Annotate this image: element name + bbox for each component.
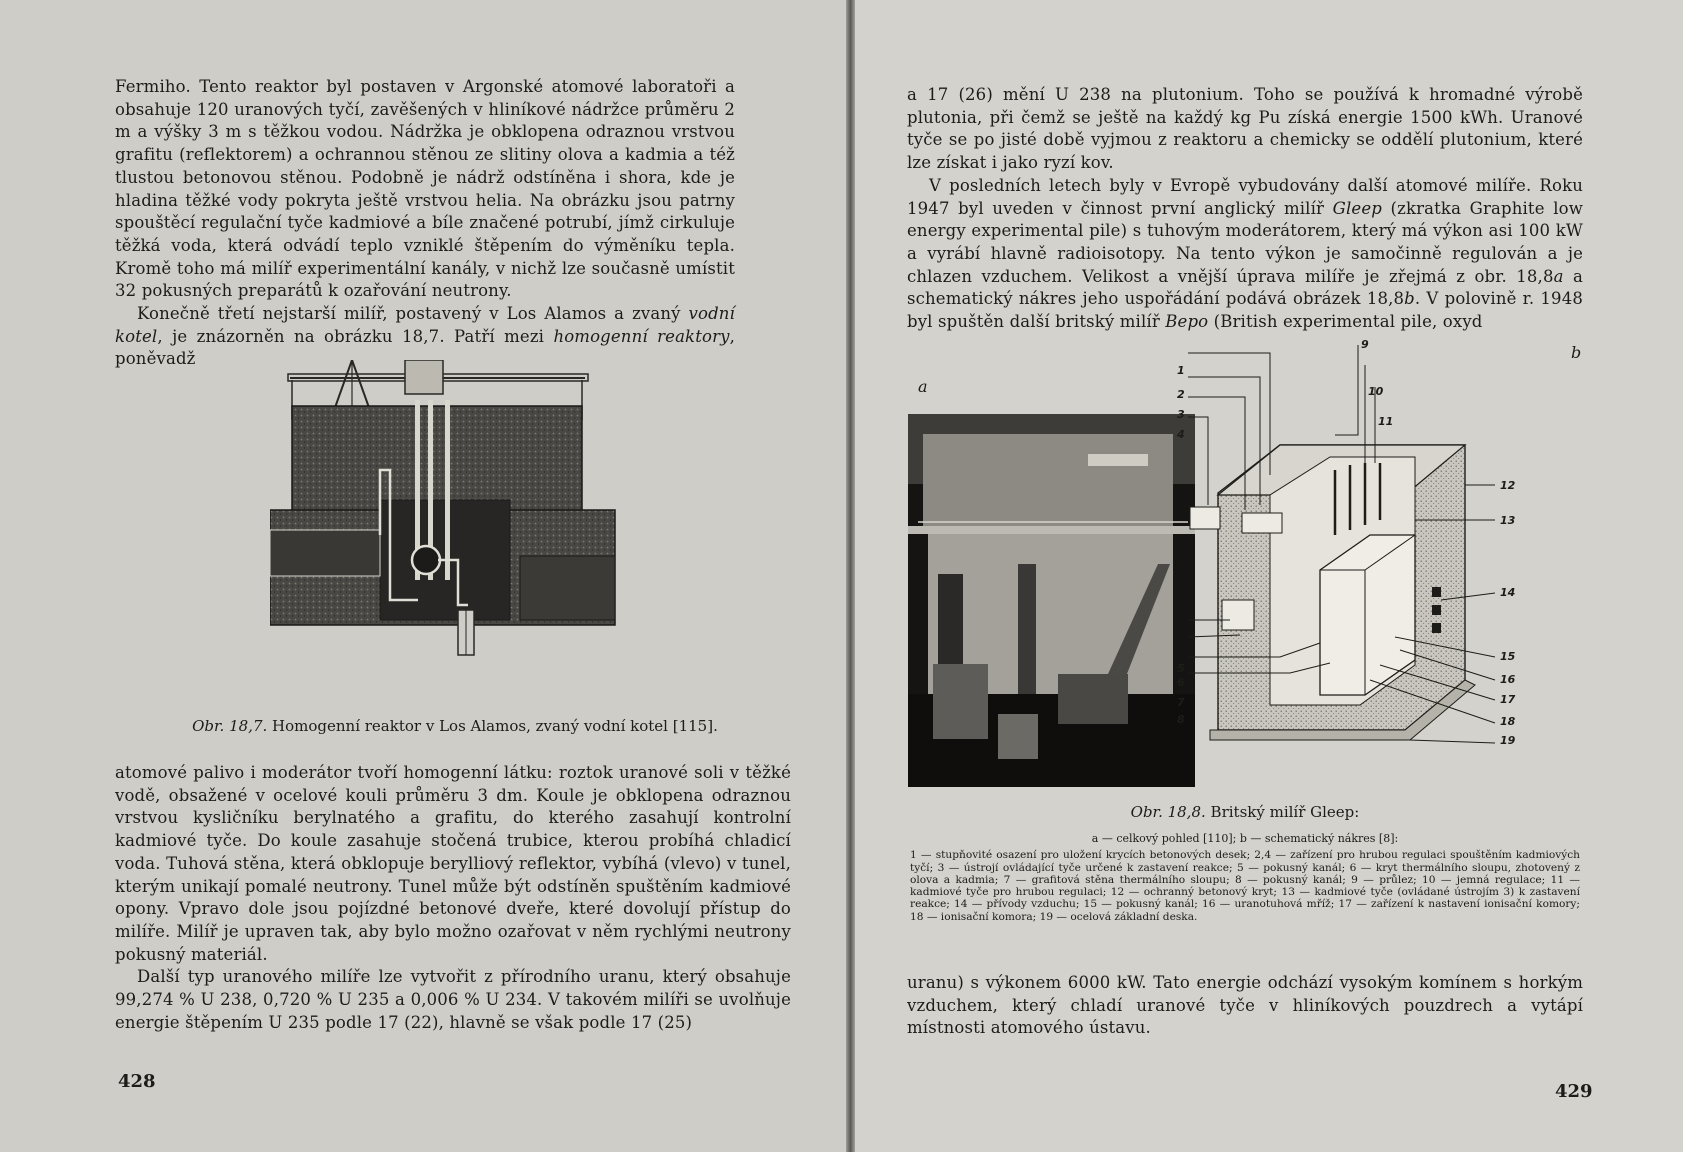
schematic-label-11: 11: [1378, 415, 1394, 428]
schematic-label-7: 7: [1177, 696, 1185, 709]
figure-18-7-caption: [155, 717, 755, 735]
right-paragraph-2: V posledních letech byly v Evropě vybudovány další atomové milíře. Roku 1947 byl uveden v činnost první anglický milíř Gleep (zkratka Graphite low energy experimental pile) s tuhovým moderátorem, který má výkon asi 100 kW a vyrábí hlavně radioisotopy. Na tento výkon je samočinně regulován a je chlazen vzduchem. Velikost a vnější úprava milíře je zřejmá z obr. 18,8a a schematický nákres jeho uspořádání podává obrázek 18,8b. V polovině r. 1948 byl spuštěn další britský milíř Bepo (British experimental pile, oxyd: [907, 175, 1583, 332]
legend-items: 1 — stupňovité osazení pro uložení krycích betonových desek; 2,4 — zařízení pro hrubou regulaci spouštěním kadmiových tyčí; 3 — ústrojí ovládající tyče určené k zastavení reakce; 5 — pokusný kanál; 6 — kryt thermálního sloupu, zhotovený z olova a kadmia; 7 — grafitová stěna thermálního sloupu; 8 — pokusný kanál; 9 — průlez; 10 — jemná regulace; 11 — kadmiové tyče pro hrubou regulaci; 12 — ochranný betonový kryt; 13 — kadmiové tyče (ovládané ústrojím 3) k zastavení reakce; 14 — přívody vzduchu; 15 — pokusný kanál; 16 — uranotuhová mříž; 17 — zařízení k nastavení ionisační komory; 18 — ionisační komora; 19 — ocelová základní deska.: [910, 849, 1580, 923]
gleep-photo: [908, 414, 1195, 787]
left-paragraph-3: atomové palivo i moderátor tvoří homogenní látku: roztok uranové soli v těžké vodě, obsažené v ocelové kouli průměru 3 dm. Koule je obklopena odraznou vrstvou kysličníku berylnatého a grafitu, do kterého zasahují kontrolní kadmiové tyče. Do koule zasahuje stočená trubice, kterou probíhá chladicí voda. Tuhová stěna, která obklopuje berylliový reflektor, vybíhá (vlevo) v tunel, kterým unikají pomalé neutrony. Tunel může být odstíněn spuštěním kadmiové opony. Vpravo dole jsou pojízdné betonové dveře, které dovolují přístup do milíře. Milíř je upraven tak, aby bylo možno ozařovat v něm rychlými neutrony pokusný materiál.: [115, 763, 791, 964]
right-paragraphs-top: [907, 84, 1583, 334]
right-page: [855, 0, 1683, 1152]
figure-18-7-label: Obr. 18,7.: [192, 717, 268, 735]
left-page-number: 428: [118, 1071, 156, 1092]
schematic-label-10: 10: [1368, 385, 1384, 398]
schematic-label-19: 19: [1500, 734, 1516, 747]
left-paragraph-1: Fermiho. Tento reaktor byl postaven v Argonské atomové laboratoři a obsahuje 120 uranových tyčí, zavěšených v hliníkové nádržce průměru 2 m a výšky 3 m s těžkou vodou. Nádržka je obklopena odraznou vrstvou grafitu (reflektorem) a ochrannou stěnou ze slitiny olova a kadmia a též tlustou betonovou stěnou. Podobně je nádrž odstíněna i shora, kde je hladina těžké vody pokryta ještě vrstvou helia. Na obrázku jsou patrny spouštěcí regulační tyče kadmiové a bíle značené potrubí, jímž cirkuluje těžká voda, která odvádí teplo vzniklé štěpením do výměníku tepla. Kromě toho má milíř experimentální kanály, v nichž lze současně umístit 32 pokusných preparátů k ozařování neutrony.: [115, 77, 735, 301]
left-paragraph-4: Další typ uranového milíře lze vytvořit z přírodního uranu, který obsahuje 99,274 % U 238, 0,720 % U 235 a 0,006 % U 234. V takovém milíři se uvolňuje energie štěpením U 235 podle 17 (22), hlavně se však podle 17 (25): [115, 967, 791, 1032]
schematic-label-3: 3: [1177, 408, 1185, 421]
schematic-label-9: 9: [1361, 338, 1369, 351]
left-paragraphs-top: [115, 76, 735, 371]
right-paragraph-1: a 17 (26) mění U 238 na plutonium. Toho se používá k hromadné výrobě plutonia, při čemž se ještě na každý kg Pu získá energie 1500 kWh. Uranové tyče se po jisté době vyjmou z reaktoru a chemicky se oddělí plutonium, které lze získat i jako ryzí kov.: [907, 85, 1583, 173]
figure-a-letter: a: [918, 377, 928, 396]
schematic-label-17: 17: [1500, 693, 1516, 706]
schematic-label-8: 8: [1177, 713, 1185, 726]
figure-18-7-text: Homogenní reaktor v Los Alamos, zvaný vodní kotel [115].: [272, 717, 718, 735]
schematic-label-1: 1: [1177, 364, 1185, 377]
schematic-label-13: 13: [1500, 514, 1516, 527]
figure-18-8-text: Britský milíř Gleep:: [1210, 803, 1360, 821]
gleep-schematic: [1170, 345, 1565, 797]
figure-18-8-label: Obr. 18,8.: [1130, 803, 1206, 821]
schematic-label-14: 14: [1500, 586, 1516, 599]
right-paragraphs-bottom: [907, 972, 1583, 1040]
figure-18-8-legend: [910, 833, 1580, 923]
book-gutter: [846, 0, 855, 1152]
right-page-number: 429: [1555, 1081, 1593, 1102]
right-paragraph-3: uranu) s výkonem 6000 kW. Tato energie odchází vysokým komínem s horkým vzduchem, který chladí uranové tyče v hliníkových pouzdrech a vytápí místnosti atomového ústavu.: [907, 973, 1583, 1038]
left-paragraph-2: Konečně třetí nejstarší milíř, postavený v Los Alamos a zvaný vodní kotel, je znázorněn na obrázku 18,7. Patří mezi homogenní reaktory, poněvadž: [115, 304, 735, 369]
schematic-label-5: 5: [1177, 662, 1185, 675]
figure-b-letter: b: [1571, 343, 1582, 362]
figure-18-8-caption: [965, 803, 1525, 821]
schematic-label-6: 6: [1177, 676, 1185, 689]
schematic-label-18: 18: [1500, 715, 1516, 728]
left-paragraphs-bottom: [115, 762, 791, 1034]
schematic-label-4: 4: [1177, 428, 1185, 441]
homogeneous-reactor-figure: [270, 360, 630, 710]
schematic-label-12: 12: [1500, 479, 1516, 492]
schematic-label-16: 16: [1500, 673, 1516, 686]
schematic-label-2: 2: [1177, 388, 1185, 401]
schematic-label-15: 15: [1500, 650, 1516, 663]
legend-ab: a — celkový pohled [110]; b — schematický nákres [8]:: [1091, 832, 1399, 845]
